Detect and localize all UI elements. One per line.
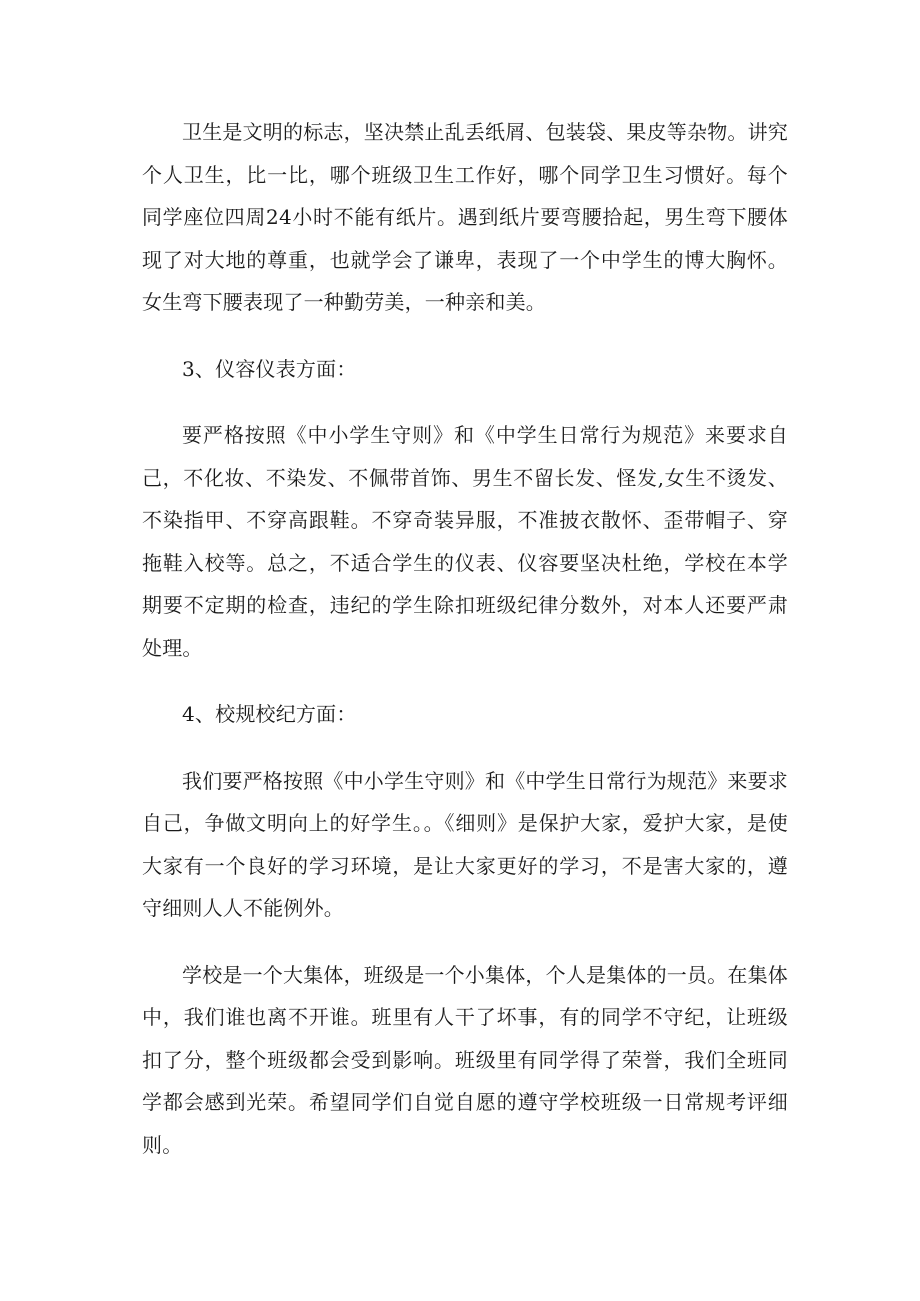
- paragraph-school-rules: 我们要严格按照《中小学生守则》和《中学生日常行为规范》来要求自己，争做文明向上的好学生。。《细则》是保护大家，爱护大家，是使大家有一个良好的学习环境，是让大家更好的学习，不是害大家的，遵守细则人人不能例外。: [142, 768, 788, 920]
- paragraph-hygiene: 卫生是文明的标志，坚决禁止乱丢纸屑、包装袋、果皮等杂物。讲究个人卫生，比一比，哪个班级卫生工作好，哪个同学卫生习惯好。每个同学座位四周24小时不能有纸片。遇到纸片要弯腰拾起，男生弯下腰体现了对大地的尊重，也就学会了谦卑，表现了一个中学生的博大胸怀。女生弯下腰表现了一种勤劳美，一种亲和美。: [142, 120, 788, 314]
- paragraph-collective: 学校是一个大集体，班级是一个小集体，个人是集体的一员。在集体中，我们谁也离不开谁。班里有人干了坏事，有的同学不守纪，让班级扣了分，整个班级都会受到影响。班级里有同学得了荣誉，我们全班同学都会感到光荣。希望同学们自觉自愿的遵守学校班级一日常规考评细则。: [142, 962, 788, 1157]
- document-body: [142, 111, 788, 1190]
- section-heading-appearance: 3、仪容仪表方面：: [182, 356, 357, 381]
- paragraph-appearance: 要严格按照《中小学生守则》和《中学生日常行为规范》来要求自己，不化妆、不染发、不佩带首饰、男生不留长发、怪发,女生不烫发、不染指甲、不穿高跟鞋。不穿奇装异服，不准披衣散怀、歪带帽子、穿拖鞋入校等。总之，不适合学生的仪表、仪容要坚决杜绝，学校在本学期要不定期的检查，违纪的学生除扣班级纪律分数外，对本人还要严肃处理。: [142, 423, 788, 660]
- section-heading-school-rules: 4、校规校纪方面：: [182, 702, 357, 726]
